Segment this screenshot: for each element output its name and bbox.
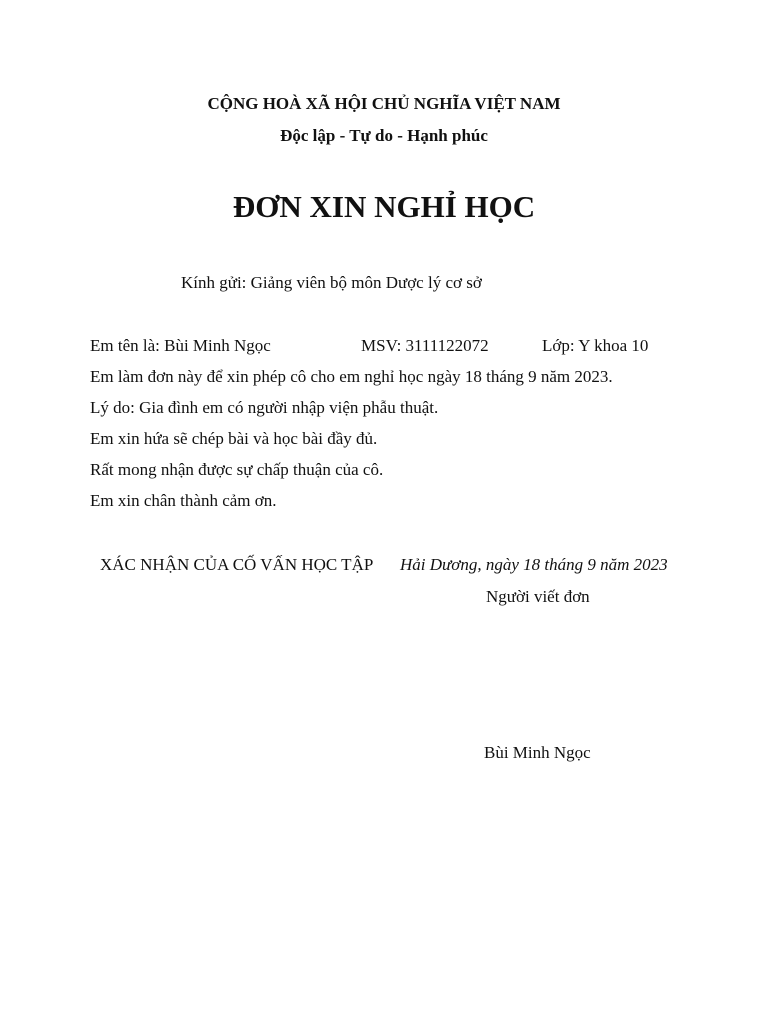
body-line: Em xin chân thành cảm ơn. (90, 491, 277, 510)
writer-label: Người viết đơn (486, 587, 590, 606)
national-motto: Độc lập - Tự do - Hạnh phúc (280, 126, 488, 145)
advisor-confirmation-label: XÁC NHẬN CỦA CỐ VẤN HỌC TẬP (100, 555, 374, 574)
national-header: CỘNG HOÀ XÃ HỘI CHỦ NGHĨA VIỆT NAM (207, 94, 561, 113)
body-line: Em xin hứa sẽ chép bài và học bài đầy đủ. (90, 429, 378, 448)
body-line: Rất mong nhận được sự chấp thuận của cô. (90, 460, 384, 479)
student-id: MSV: 3111122072 (361, 336, 489, 355)
body-line: Lý do: Gia đình em có người nhập viện phẫu thuật. (90, 398, 439, 417)
signer-name: Bùi Minh Ngọc (484, 743, 591, 762)
place-date-line: Hải Dương, ngày 18 tháng 9 năm 2023 (400, 555, 668, 574)
student-class: Lớp: Y khoa 10 (542, 336, 649, 355)
document-title: ĐƠN XIN NGHỈ HỌC (232, 189, 536, 224)
addressee-line: Kính gửi: Giảng viên bộ môn Dược lý cơ sở (181, 273, 482, 292)
body-line: Em làm đơn này để xin phép cô cho em nghỉ học ngày 18 tháng 9 năm 2023. (90, 367, 613, 386)
student-name-line: Em tên là: Bùi Minh Ngọc (90, 336, 271, 355)
